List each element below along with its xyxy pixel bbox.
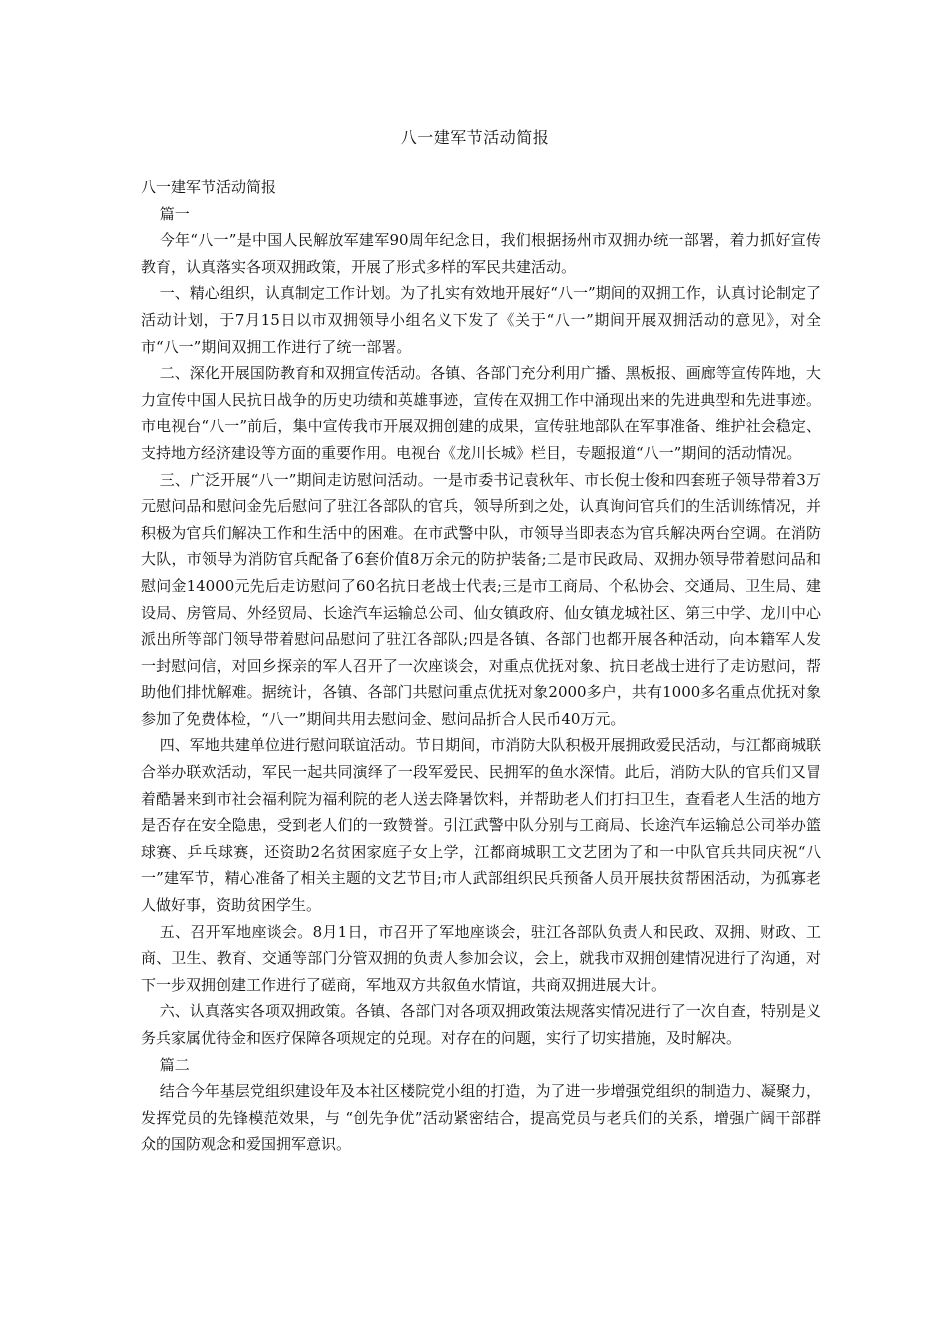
page-title: 八一建军节活动简报 bbox=[400, 128, 550, 147]
document-body bbox=[141, 174, 821, 1158]
paragraph: 一、精心组织，认真制定工作计划。为了扎实有效地开展好“八一”期间的双拥工作，认真讨论制定了活动计划，于7月15日以市双拥领导小组名义下发了《关于“八一”期间开展双拥活动的意见》，对全市“八一”期间双拥工作进行了统一部署。 bbox=[141, 284, 821, 356]
section-heading: 篇一 bbox=[159, 204, 190, 223]
section-heading: 篇二 bbox=[159, 1055, 190, 1074]
paragraph: 二、深化开展国防教育和双拥宣传活动。各镇、各部门充分利用广播、黑板报、画廊等宣传阵地，大力宣传中国人民抗日战争的历史功绩和英雄事迹，宣传在双拥工作中涌现出来的先进典型和先进事迹。市电视台“八一”前后，集中宣传我市开展双拥创建的成果，宣传驻地部队在军事准备、维护社会稳定、支持地方经济建设等方面的重要作用。电视台《龙川长城》栏目，专题报道“八一”期间的活动情况。 bbox=[141, 364, 821, 462]
paragraph: 结合今年基层党组织建设年及本社区楼院党小组的打造，为了进一步增强党组织的制造力、凝聚力，发挥党员的先锋模范效果，与 “创先争优”活动紧密结合，提高党员与老兵们的关系，增强广阔干部群众的国防观念和爱国拥军意识。 bbox=[141, 1082, 821, 1154]
paragraph: 今年“八一”是中国人民解放军建军90周年纪念日，我们根据扬州市双拥办统一部署，着力抓好宣传教育，认真落实各项双拥政策，开展了形式多样的军民共建活动。 bbox=[141, 231, 821, 276]
paragraph: 四、军地共建单位进行慰问联谊活动。节日期间，市消防大队积极开展拥政爱民活动，与江都商城联合举办联欢活动，军民一起共同演绎了一段军爱民、民拥军的鱼水深情。此后，消防大队的官兵们又冒着酷暑来到市社会福利院为福利院的老人送去降暑饮料，并帮助老人们打扫卫生，查看老人生活的地方是否存在安全隐患，受到老人们的一致赞誉。引江武警中队分别与工商局、长途汽车运输总公司举办篮球赛、乒乓球赛，还资助2名贫困家庭子女上学，江都商城职工文艺团为了和一中队官兵共同庆祝“八一”建军节，精心准备了相关主题的文艺节目;市人武部组织民兵预备人员开展扶贫帮困活动，为孤寡老人做好事，资助贫困学生。 bbox=[141, 736, 821, 915]
paragraph: 六、认真落实各项双拥政策。各镇、各部门对各项双拥政策法规落实情况进行了一次自查，特别是义务兵家属优待金和医疗保障各项规定的兑现。对存在的问题，实行了切实措施，及时解决。 bbox=[141, 1002, 821, 1047]
document-subtitle: 八一建军节活动简报 bbox=[141, 178, 277, 196]
paragraph: 五、召开军地座谈会。8月1日，市召开了军地座谈会，驻江各部队负责人和民政、双拥、财政、工商、卫生、教育、交通等部门分管双拥的负责人参加会议，会上，就我市双拥创建情况进行了沟通，对下一步双拥创建工作进行了磋商，军地双方共叙鱼水情谊，共商双拥进展大计。 bbox=[141, 922, 821, 994]
paragraph: 三、广泛开展“八一”期间走访慰问活动。一是市委书记袁秋年、市长倪士俊和四套班子领导带着3万元慰问品和慰问金先后慰问了驻江各部队的官兵，领导所到之处，认真询问官兵们的生活训练情况，并积极为官兵们解决工作和生活中的困难。在市武警中队，市领导当即表态为官兵解决两台空调。在消防大队，市领导为消防官兵配备了6套价值8万余元的防护装备;二是市民政局、双拥办领导带着慰问品和慰问金14000元先后走访慰问了60名抗日老战士代表;三是市工商局、个私协会、交通局、卫生局、建设局、房管局、外经贸局、长途汽车运输总公司、仙女镇政府、仙女镇龙城社区、第三中学、龙川中心派出所等部门领导带着慰问品慰问了驻江各部队;四是各镇、各部门也都开展各种活动，向本籍军人发一封慰问信，对回乡探亲的军人召开了一次座谈会，对重点优抚对象、抗日老战士进行了走访慰问，帮助他们排忧解难。据统计，各镇、各部门共慰问重点优抚对象2000多户，共有1000多名重点优抚对象参加了免费体检，“八一”期间共用去慰问金、慰问品折合人民币40万元。 bbox=[141, 470, 821, 728]
